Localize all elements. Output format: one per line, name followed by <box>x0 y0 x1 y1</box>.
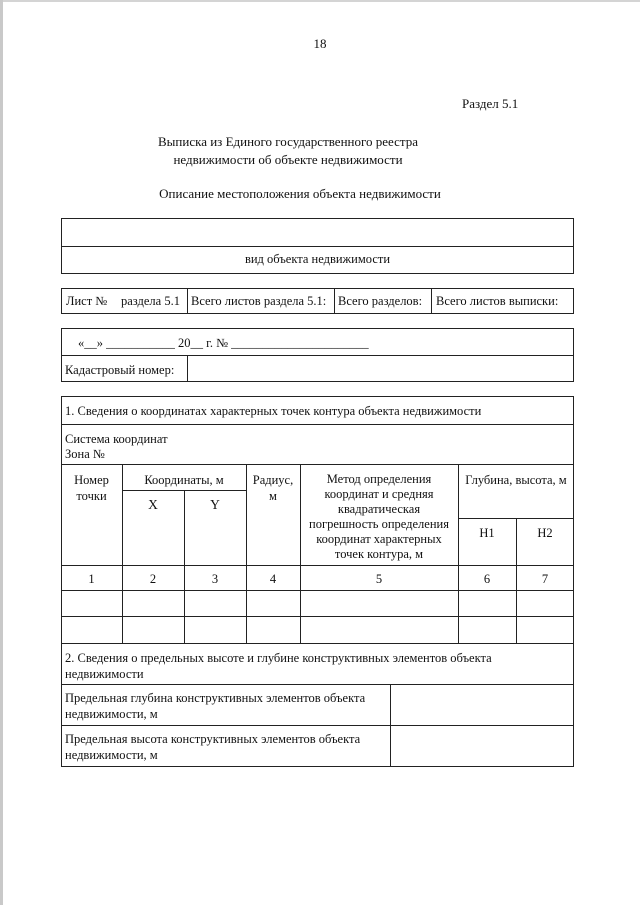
title-line: недвижимости об объекте недвижимости <box>173 152 403 167</box>
column-number: 1 <box>88 572 95 586</box>
divider <box>61 355 574 356</box>
header-line: погрешность определения <box>309 517 449 531</box>
column-number: 3 <box>211 572 219 586</box>
header-line: координат и средняя <box>324 487 434 501</box>
column-number: 4 <box>269 572 277 586</box>
divider <box>458 464 459 644</box>
header-h1: H1 <box>479 526 495 540</box>
divider <box>184 490 185 644</box>
divider <box>334 288 335 314</box>
header-method <box>300 472 458 562</box>
label-line: недвижимости, м <box>65 748 158 762</box>
header-h2: H2 <box>537 526 553 540</box>
header-line: точек контура, м <box>334 547 424 561</box>
total-sheets-extract: Всего листов выписки: <box>436 294 559 308</box>
section-label: Раздел 5.1 <box>462 96 519 111</box>
date-line: «__» ___________ 20__ г. № ______________________ <box>78 336 369 350</box>
header-point-number <box>61 472 122 504</box>
cadastral-number-label: Кадастровый номер: <box>65 363 175 377</box>
heading-line: 2. Сведения о предельных высоте и глубине конструктивных элементов объекта <box>65 651 492 665</box>
title-line: Выписка из Единого государственного реестра <box>158 134 418 149</box>
divider <box>61 464 574 465</box>
column-number: 5 <box>375 572 383 586</box>
max-depth-label <box>65 690 365 722</box>
header-line: Радиус, <box>252 473 294 487</box>
section1-heading: 1. Сведения о координатах характерных точек контура объекта недвижимости <box>65 404 482 418</box>
divider <box>61 616 574 617</box>
page-number: 18 <box>313 36 327 51</box>
zone-label: Зона № <box>65 447 105 461</box>
subtitle: Описание местоположения объекта недвижимости <box>159 186 441 201</box>
header-line: Метод определения <box>326 472 432 486</box>
coord-system-label: Система координат <box>65 432 168 446</box>
max-height-label <box>65 731 360 763</box>
divider <box>61 725 574 726</box>
divider <box>61 590 574 591</box>
column-number: 7 <box>541 572 549 586</box>
header-line: точки <box>76 489 107 503</box>
divider <box>390 684 391 767</box>
header-line: Номер <box>74 473 109 487</box>
header-line: квадратическая <box>337 502 421 516</box>
column-number: 2 <box>149 572 157 586</box>
label-line: Предельная глубина конструктивных элементов объекта <box>65 691 366 705</box>
header-coordinates: Координаты, м <box>144 473 224 487</box>
header-depth-height: Глубина, высота, м <box>465 473 567 487</box>
object-type-label: вид объекта недвижимости <box>244 252 391 266</box>
divider <box>61 684 574 685</box>
title <box>100 133 476 169</box>
divider <box>61 246 574 247</box>
divider <box>187 355 188 382</box>
label-line: недвижимости, м <box>65 707 158 721</box>
divider <box>122 464 123 644</box>
section2-heading <box>65 650 492 682</box>
heading-line: недвижимости <box>65 667 144 681</box>
label-line: Предельная высота конструктивных элементов объекта <box>65 732 361 746</box>
sheet-number-label: Лист № <box>66 294 108 308</box>
divider <box>187 288 188 314</box>
column-number: 6 <box>483 572 491 586</box>
divider <box>61 565 574 566</box>
header-radius <box>246 472 300 504</box>
total-sheets-section: Всего листов раздела 5.1: <box>191 294 327 308</box>
header-y: Y <box>210 497 220 512</box>
page-edge <box>0 0 3 905</box>
header-line: м <box>269 489 277 503</box>
divider <box>458 518 574 519</box>
divider <box>431 288 432 314</box>
total-sections: Всего разделов: <box>338 294 423 308</box>
sheet-section-label: раздела 5.1 <box>121 294 180 308</box>
header-x: X <box>148 497 158 512</box>
header-line: координат характерных <box>316 532 442 546</box>
divider <box>122 490 246 491</box>
page-edge <box>0 0 640 2</box>
divider <box>61 424 574 425</box>
